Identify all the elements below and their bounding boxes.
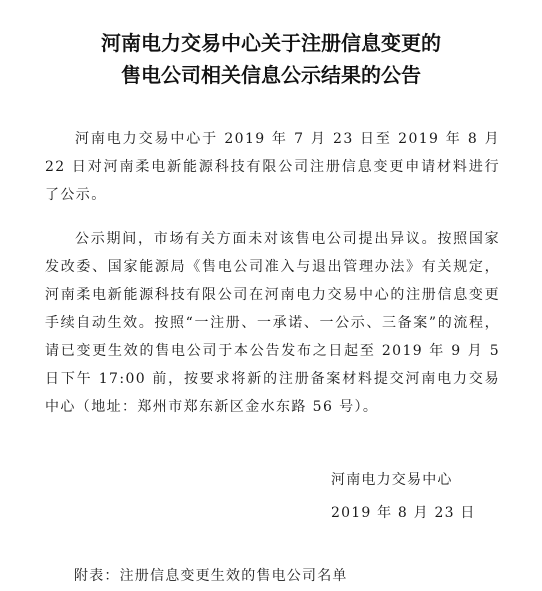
attachment-note: 附表：注册信息变更生效的售电公司名单: [74, 568, 348, 584]
announcement-title-line-2: 售电公司相关信息公示结果的公告: [121, 63, 421, 87]
signatory: 河南电力交易中心: [331, 472, 453, 488]
paragraph-result-and-requirements: 公示期间，市场有关方面未对该售电公司提出异议。按照国家发改委、国家能源局《售电公司准入与退出管理办法》有关规定，河南柔电新能源科技有限公司在河南电力交易中心的注册信息变更手续自动生效。按照“一注册、一承诺、一公示、三备案”的流程，请已变更生效的售电公司于本公告发布之日起至 2019 年 9 月 5 日下午 17:00 前，按要求将新的注册备案材料提交河南电力交易中心（地址：郑州市郑东新区金水东路 56 号）。: [45, 231, 500, 415]
paragraph-publicity-period: 河南电力交易中心于 2019 年 7 月 23 日至 2019 年 8 月 22 日对河南柔电新能源科技有限公司注册信息变更申请材料进行了公示。: [45, 131, 500, 203]
announcement-title-line-1: 河南电力交易中心关于注册信息变更的: [101, 31, 441, 55]
issue-date: 2019 年 8 月 23 日: [331, 505, 476, 521]
